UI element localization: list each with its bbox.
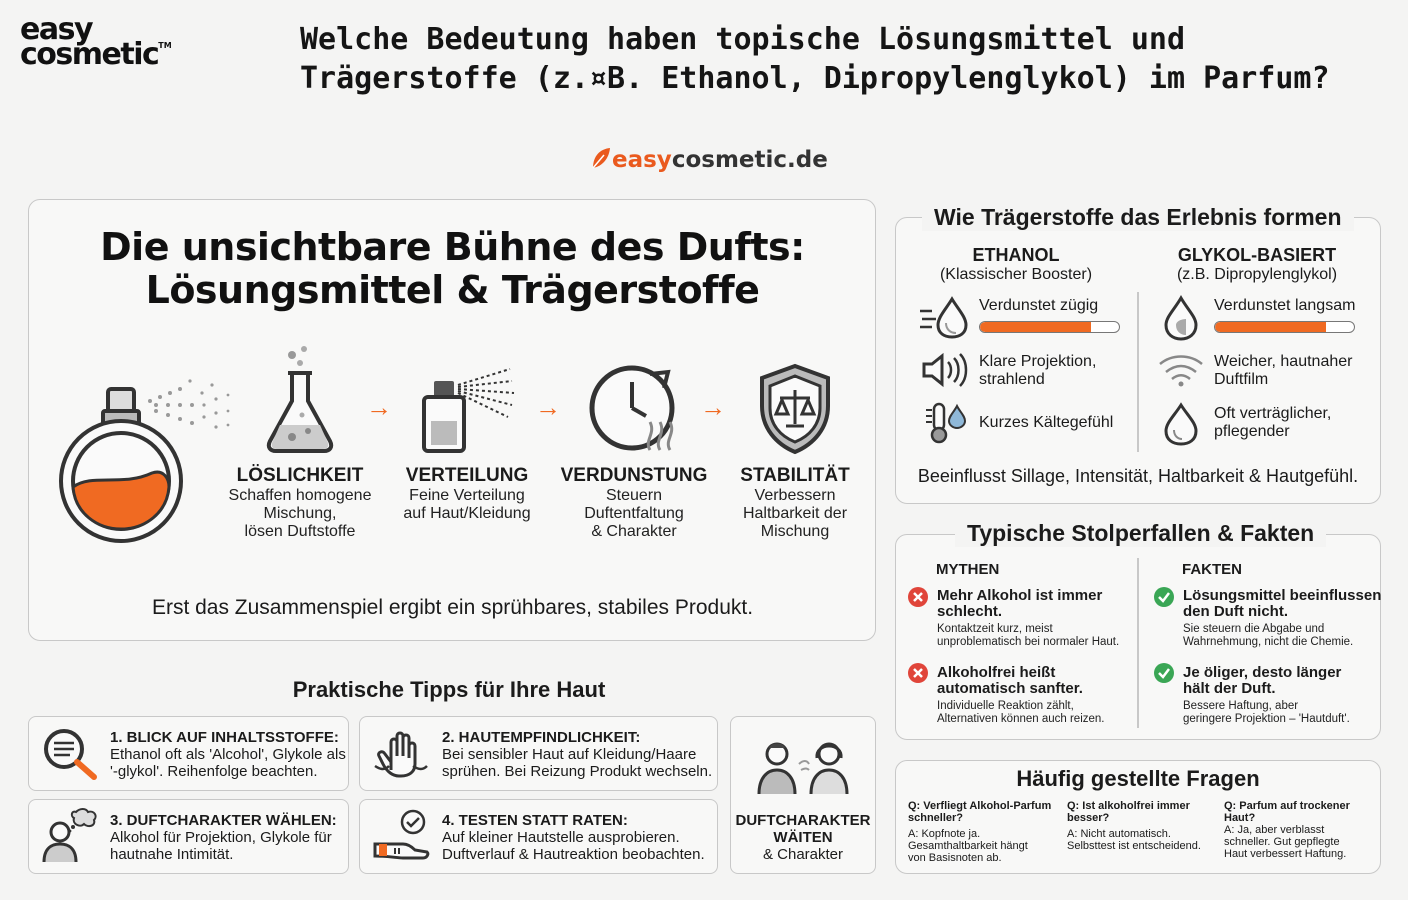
myth-item — [937, 588, 1132, 649]
tip-content — [442, 812, 714, 863]
faq-title: Häufig gestellte Fragen — [1016, 766, 1260, 791]
myths-heading: MYTHEN — [936, 561, 1000, 578]
carriers-footer: Beeinflusst Sillage, Intensität, Haltbarkeit & Hautgefühl. — [917, 466, 1359, 486]
myth-title: Alkoholfrei heißt automatisch sanfter. — [937, 664, 1083, 697]
tip-desc: Alkohol für Projektion, Glykole für hautnahe Intimität. — [110, 829, 332, 863]
facts-heading: FAKTEN — [1182, 561, 1242, 578]
side-tip-line3: & Charakter — [762, 846, 844, 863]
tip-title: 4. TESTEN STATT RATEN: — [442, 812, 628, 829]
step-desc-line: Mischung — [760, 523, 830, 540]
faq-item — [1224, 800, 1374, 860]
myth-title: Mehr Alkohol ist immer schlecht. — [937, 587, 1103, 620]
spray-icon — [418, 363, 518, 455]
tip-desc: Bei sensibler Haut auf Kleidung/Haare sprühen. Bei Reizung Produkt wechseln. — [442, 746, 713, 780]
step-desc-line: Steuern — [605, 487, 663, 504]
faq-question: Q: Verfliegt Alkohol-Parfum schneller? — [908, 800, 1052, 824]
step-title: LÖSLICHKEIT — [236, 465, 364, 486]
ethanol-feature-projection: Klare Projektion, strahlend — [979, 353, 1097, 388]
myth-desc: Kontaktzeit kurz, meist unproblematisch bei normaler Haut. — [937, 623, 1120, 648]
tip-content — [110, 729, 346, 780]
side-tip-line2: WÄITEN — [773, 829, 833, 846]
column-divider — [1137, 558, 1139, 728]
page-title: Welche Bedeutung haben topische Lösungsmittel und Trägerstoffe (z.¤B. Ethanol, Dipropylenglykol) im Parfum? — [300, 22, 1330, 96]
step-title: STABILITÄT — [740, 465, 850, 486]
step-evaporation — [560, 465, 708, 541]
step-desc-line: Feine Verteilung — [409, 487, 525, 504]
tip-title: 3. DUFTCHARAKTER WÄHLEN: — [110, 812, 337, 829]
step-distribution — [392, 465, 542, 523]
tip-content — [442, 729, 714, 780]
logo-word: cosmetic — [20, 36, 159, 72]
step-stability — [726, 465, 864, 541]
glycol-feature-film: Weicher, hautnaher Duftfilm — [1214, 353, 1353, 388]
magnifier-icon — [42, 727, 98, 781]
arrow-right-icon: → — [366, 392, 392, 422]
step-desc-line: Schaffen homogene — [228, 487, 372, 504]
carriers-title: Wie Trägerstoffe das Erlebnis formen — [922, 204, 1354, 231]
waves-icon — [1156, 352, 1206, 388]
tip-title: 2. HAUTEMPFINDLICHKEIT: — [442, 729, 641, 746]
step-desc-line: Duftentfaltung — [584, 505, 684, 522]
wrist-test-icon — [373, 808, 431, 864]
hand-icon — [373, 726, 429, 782]
logo-line2 — [20, 36, 172, 72]
ethanol-heading: ETHANOL — [972, 245, 1060, 265]
fact-item — [1183, 587, 1382, 649]
hero-title-line1: Die unsichtbare Bühne des Dufts: — [100, 225, 805, 269]
ethanol-feature-evaporation: Verdunstet zügig — [979, 297, 1099, 314]
faq-answer: A: Ja, aber verblasst schneller. Gut gepflegte Haut verbessert Haftung. — [1224, 824, 1347, 860]
fact-desc: Sie steuern die Abgabe und Wahrnehmung, nicht die Chemie. — [1183, 623, 1354, 648]
people-icon — [755, 738, 851, 796]
faq-question: Q: Parfum auf trockener Haut? — [1224, 800, 1350, 824]
check-icon — [1153, 662, 1175, 684]
logo-line1: easy — [20, 12, 93, 47]
fast-drop-icon — [918, 295, 970, 339]
tip-content — [110, 812, 346, 863]
clock-icon — [588, 360, 684, 456]
ethanol-evaporation-bar — [979, 321, 1120, 333]
step-desc-line: Verbessern — [754, 487, 836, 504]
fact-desc: Bessere Haftung, aber geringere Projektion – 'Hautduft'. — [1183, 700, 1350, 725]
check-icon — [1153, 586, 1175, 608]
speaker-icon — [920, 350, 970, 390]
step-title: VERTEILUNG — [405, 465, 529, 486]
step-solubility — [220, 465, 380, 541]
bar-fill — [980, 322, 1091, 332]
glycol-heading: GLYKOL-BASIERT — [1177, 245, 1337, 265]
shield-icon — [756, 362, 834, 456]
flask-icon — [262, 345, 338, 455]
thermometer-icon — [924, 402, 968, 444]
fact-item — [1183, 665, 1378, 726]
hero-footer: Erst das Zusammenspiel ergibt ein sprühbares, stabiles Produkt. — [151, 596, 754, 619]
pitfalls-title: Typische Stolperfallen & Fakten — [955, 520, 1326, 547]
myth-item — [937, 665, 1132, 726]
perfume-bottle-icon — [52, 355, 247, 550]
arrow-right-icon: → — [535, 392, 561, 422]
step-desc-line: & Charakter — [591, 523, 677, 540]
tip-desc: Auf kleiner Hautstelle ausprobieren. Duftverlauf & Hautreaktion beobachten. — [442, 829, 705, 863]
ethanol-feature-cooling: Kurzes Kältegefühl — [979, 414, 1114, 431]
cross-icon — [907, 662, 929, 684]
cross-icon — [907, 586, 929, 608]
glycol-feature-tolerance: Oft verträglicher, pflegender — [1214, 405, 1332, 440]
side-tip-text — [730, 812, 876, 863]
ethanol-subheading: (Klassischer Booster) — [939, 266, 1093, 283]
faq-answer: A: Kopfnote ja. Gesamthaltbarkeit hängt von Basisnoten ab. — [908, 828, 1028, 864]
tip-desc: Ethanol oft als 'Alcohol', Glykole als '-glykol'. Reihenfolge beachten. — [110, 746, 346, 780]
step-title: VERDUNSTUNG — [560, 465, 708, 486]
step-desc-line: Haltbarkeit der — [742, 505, 848, 522]
fact-title: Je öliger, desto länger hält der Duft. — [1183, 664, 1342, 697]
drop-outline-icon — [1162, 402, 1200, 446]
domain-part2: cosmetic.de — [671, 147, 828, 173]
column-divider — [1137, 292, 1139, 452]
faq-item — [908, 800, 1058, 864]
trademark: TM — [158, 40, 172, 50]
brand-logo — [20, 12, 172, 72]
step-desc-line: Mischung, — [263, 505, 337, 522]
glycol-feature-evaporation: Verdunstet langsam — [1214, 297, 1356, 314]
thinking-person-icon — [40, 808, 98, 864]
step-desc-line: lösen Duftstoffe — [244, 523, 356, 540]
hero-title-line2: Lösungsmittel & Trägerstoffe — [145, 268, 760, 312]
faq-question: Q: Ist alkoholfrei immer besser? — [1067, 800, 1190, 824]
hero-title — [30, 226, 875, 312]
bar-fill — [1215, 322, 1326, 332]
leaf-icon — [590, 146, 612, 170]
side-tip-line1: DUFTCHARAKTER — [735, 812, 871, 829]
tips-title: Praktische Tipps für Ihre Haut — [292, 677, 606, 702]
domain-mark — [590, 146, 828, 173]
ethanol-header — [905, 245, 1127, 284]
tip-title: 1. BLICK AUF INHALTSSTOFFE: — [110, 729, 339, 746]
glycol-header — [1144, 245, 1370, 284]
arrow-right-icon: → — [700, 392, 726, 422]
fact-title: Lösungsmittel beeinflussen den Duft nicht. — [1183, 587, 1382, 620]
domain-part1: easy — [612, 147, 672, 173]
faq-answer: A: Nicht automatisch. Selbsttest ist entscheidend. — [1067, 828, 1201, 852]
glycol-evaporation-bar — [1214, 321, 1355, 333]
step-desc-line: auf Haut/Kleidung — [403, 505, 531, 522]
faq-item — [1067, 800, 1217, 852]
myth-desc: Individuelle Reaktion zählt, Alternativen können auch reizen. — [937, 700, 1105, 725]
glycol-subheading: (z.B. Dipropylenglykol) — [1176, 266, 1338, 283]
drop-icon — [1162, 295, 1200, 341]
